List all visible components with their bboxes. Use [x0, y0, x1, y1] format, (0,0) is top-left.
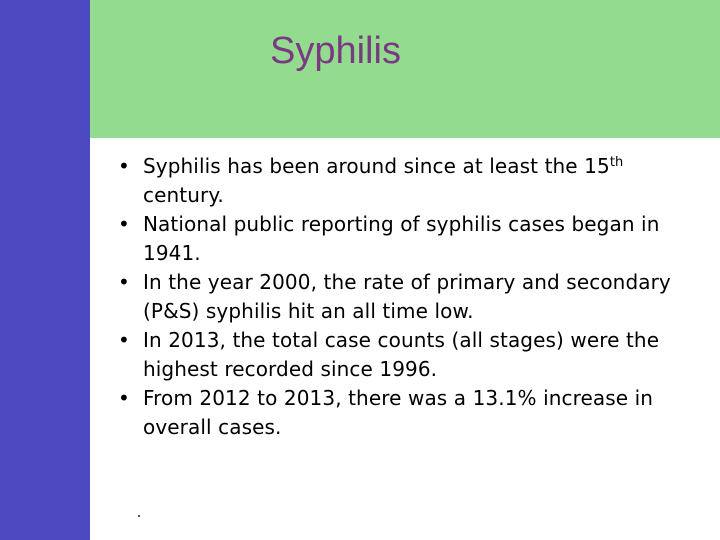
bullet-dot-icon: •	[118, 328, 130, 352]
bullet-item	[112, 326, 697, 384]
bullet-text: Syphilis has been around since at least the 15	[143, 154, 610, 178]
bullet-dot-icon: •	[118, 212, 130, 236]
title-band	[90, 0, 720, 138]
bullet-superscript: th	[609, 155, 624, 170]
bullet-item	[112, 210, 697, 268]
bullet-text: In the year 2000, the rate of primary and secondary (P&S) syphilis hit an all time low.	[143, 270, 671, 323]
bullet-text: From 2012 to 2013, there was a 13.1% increase in overall cases.	[143, 386, 654, 439]
bullet-item	[112, 152, 697, 210]
bullet-dot-icon: •	[118, 386, 130, 410]
bullet-item	[112, 268, 697, 326]
bullet-dot-icon: •	[118, 154, 130, 178]
slide-title: Syphilis	[270, 30, 401, 72]
bullet-text-tail: century.	[143, 183, 224, 207]
bullet-text: National public reporting of syphilis cases began in 1941.	[143, 212, 660, 265]
bullet-dot-icon: •	[118, 270, 130, 294]
footer-mark	[138, 515, 140, 517]
bullet-item	[112, 384, 697, 442]
left-accent-bar	[0, 0, 90, 540]
bullet-list	[112, 152, 697, 442]
bullet-text: In 2013, the total case counts (all stages) were the highest recorded since 1996.	[143, 328, 660, 381]
